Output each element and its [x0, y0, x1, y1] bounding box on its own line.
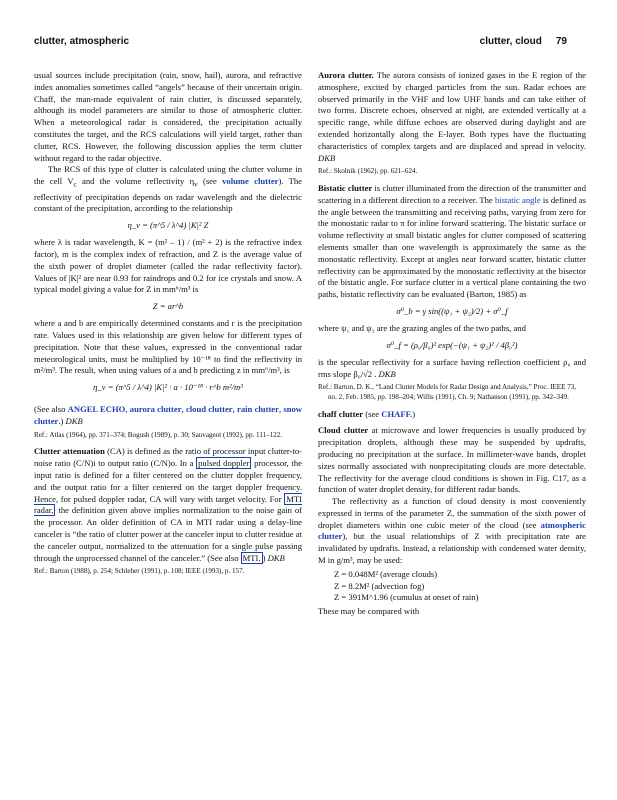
equation-bistatic-reflectivity: σ⁰_b = γ sin((ψ₁ + ψ₂)/2) + σ⁰_f — [396, 305, 508, 316]
cloud-clutter-link[interactable]: cloud clutter — [185, 404, 233, 415]
aurora-paragraph: Aurora clutter. The aurora consists of ionized gases in the E region of the atmosphere, excited by charged particles from the sun. Radar echoes are observed primarily in the VHF and low UHF bands and can take either of two forms. Discrete echoes, observed at night, are extended vertically at a specific range, while diffuse echoes are observed during daylight and are extended horizontally along the E-layer. Both types have the fluctuating characteristics of complex targets and are displaced and spread in velocity. DKB — [318, 70, 586, 163]
aurora-clutter-link[interactable]: aurora clutter — [129, 404, 182, 415]
z-average-clouds: Z = 0.048M² (average clouds) — [334, 568, 438, 579]
z-relationships — [318, 569, 586, 604]
reference-bistatic: Ref.: Barton, D. K., “Land Clutter Models for Radar Design and Analysis,” Proc. IEEE 73, no. 2, Feb. 1985, pp. 198–204; Willis (1991), Ch. 9; Nathanson (1991), pp. 342–349. — [318, 383, 577, 401]
running-header-left: clutter, atmospheric — [34, 36, 130, 47]
cloud-clutter-term: Cloud clutter — [318, 425, 369, 436]
rcs-paragraph: The RCS of this type of clutter is calculated using the clutter volume in the cell $V_c$ and the volume reflectivity $\eta_v$ (see volume clutter). The reflectivity of precipitation depends on radar wavelength and the dielectric constant of the precipitation, according to the relationship — [34, 164, 302, 214]
bistatic-paragraph: Bistatic clutter is clutter illuminated from the direction of the transmitter and scattering in a different direction to a receiver. The bistatic angle is defined as the angle between the transmitting and receiving paths, varying from zero for the monostatic radar to π for inline forward scattering. The bistatic surface or volume reflectivity at small bistatic angles for clutter composed of scattering elements smaller than one wavelength is approximately the same as the monostatic reflectivity. Except at angles near forward scatter, bistatic clutter reflectivity can be approximated by the monostatic reflectivity at the bisector of the bistatic angle. For surface clutter in a vertical plane containing the two paths, bistatic reflectivity can be evaluated (Barton, 1985) as — [318, 182, 586, 300]
specular-paragraph: is the specular reflectivity for a surface having reflection coefficient ρ₀ and rms slope β₀/√2 . DKB — [318, 356, 586, 379]
header-topic: clutter, cloud — [479, 36, 542, 47]
rain-clutter-link[interactable]: rain clutter — [237, 404, 279, 415]
cloud-clutter-paragraph: Cloud clutter at microwave and lower frequencies is usually produced by precipitation droplets, although these may be suspended by updrafts, producing no precipitation at the surface. In millimeter-wave bands, droplet sizes normally associated with nonprecipitating clouds are more detectable. The reflectivity for the average cloud conditions is shown in Fig. C17, as a function of water droplet density, for different radar bands. — [318, 425, 586, 495]
volume-clutter-link[interactable]: volume clutter — [222, 176, 279, 187]
intro-paragraph: usual sources include precipitation (rain, snow, hail), aurora, and refractive index anomalies sometimes called “angels” because of their uncertain origin. Chaff, the man-made equivalent of rain clutter, is discussed separately, although its model parameters are similar to those of atmospheric clutter. When a meteorological radar is considered, the precipitation actually constitutes the target, and the RCS calculations will yield target, rather than clutter, RCS. However, the following discussion applies the term clutter without regard to the radar objective. — [34, 70, 302, 163]
clutter-attenuation-term: Clutter attenuation — [34, 446, 105, 457]
pulsed-doppler-link[interactable]: pulsed doppler — [198, 458, 250, 469]
where-grazing-paragraph: where ψ₁ and ψ₂ are the grazing angles of the two paths, and — [318, 322, 526, 333]
equation-specular-reflectivity: σ⁰_f = (ρ₀/β₀)² exp(−(ψ₁ + ψ₂)² / 4β₀²) — [386, 339, 518, 350]
bistatic-angle-link[interactable]: bistatic angle — [494, 194, 541, 205]
reference-aurora: Ref.: Skolnik (1962), pp. 621–624. — [318, 167, 418, 176]
running-header-right — [480, 36, 567, 47]
reference-attenuation: Ref.: Barton (1988), p. 254; Schleher (1991), p. 108; IEEE (1993), p. 157. — [34, 567, 245, 576]
angel-echo-link[interactable]: ANGEL ECHO — [67, 404, 126, 415]
reference-atmospheric: Ref.: Atlas (1964), pp. 371–374; Bogush (1989), p. 30; Sauvageot (1992), pp. 111–122. — [34, 430, 283, 439]
aurora-clutter-term: Aurora clutter. — [318, 70, 374, 80]
chaff-clutter-entry: chaff clutter (see CHAFF.) — [318, 408, 416, 419]
chaff-link[interactable]: CHAFF. — [381, 408, 413, 419]
attenuation-paragraph: Clutter attenuation (CA) is defined as the ratio of processor input clutter-to-noise ratio (C/N)i to output ratio (C/N)o. In a pulsed doppler processor, the input ratio is defined for a filter centered on the clutter doppler frequency, and the output ratio for a filter centered on the target doppler frequency. Hence, for pulsed doppler radar, CA will vary with target velocity. For MTI radar, the definition given above implies normalization to the noise gain of the processor. An older definition of CA in MTI radar using a delay-line canceler is “the ratio of clutter power at the canceler input to clutter residue at the canceler output, normalized to the attenuation for a single pulse passing through the unprocessed channel of the canceler.” (See also MTI. ) DKB — [34, 446, 302, 563]
equation-z-model: Z = ar^b — [152, 301, 184, 312]
mti-link[interactable]: MTI. — [242, 552, 261, 563]
z-cumulus: Z = 391M^1.96 (cumulus at onset of rain) — [334, 592, 479, 603]
empirical-paragraph: where a and b are empirically determined constants and r is the precipitation rate. Values used in this relationship are given below for different types of precipitation. Note that these values, expressed in the conventional radar meteorological units, must be multiplied by 10⁻¹⁸ to find the reflectivity in m²/m³. The result, when using values of a and b predicting z in mm⁶/m³, is — [34, 318, 302, 376]
where-paragraph: where λ is radar wavelength, K = (m² – 1) / (m² + 2) is the refractive index factor), m is the complex index of refraction, and Z is the average value of the sixth power of droplet diameter (called the radar reflectivity factor). Values of |K|² are near 0.93 for raindrops and 0.2 for ice crystals and snow. A typical model giving a value for Z in mm⁶/m³ is — [34, 237, 302, 295]
snow-clutter-link[interactable]: snow clutter — [34, 404, 302, 427]
equation-reflectivity-result: η_v = (π^5 / λ^4) |K|² · a · 10⁻¹⁸ · r^b m²/m³ — [93, 382, 243, 393]
left-column — [34, 70, 302, 583]
bistatic-clutter-term: Bistatic clutter — [318, 182, 373, 193]
cloud-density-paragraph: The reflectivity as a function of cloud density is most conveniently expressed in terms of the parameter Z, the summation of the sixth power of droplet diameters within one cubic meter of the cloud (see atmospheric clutter), but the usual relationships of Z with precipitation rate are invalidated by updrafts. Instead, a relationship with condensed water density, M in g/m³, may be used: — [318, 496, 586, 566]
z-advection-fog: Z = 8.2M² (advection fog) — [334, 580, 425, 591]
mti-radar-link[interactable]: MTI radar, — [34, 493, 302, 516]
right-column — [318, 70, 586, 618]
see-also-line: (See also ANGEL ECHO, aurora clutter, cloud clutter, rain clutter, snow clutter.) DKB — [34, 404, 302, 427]
tail-text: These may be compared with — [318, 606, 420, 617]
chaff-clutter-term: chaff clutter — [318, 408, 364, 419]
atmospheric-clutter-link[interactable]: atmospheric clutter — [318, 519, 586, 542]
equation-volume-reflectivity: η_v = (π^5 / λ^4) |K|² Z — [127, 220, 209, 231]
page-number: 79 — [555, 36, 567, 47]
